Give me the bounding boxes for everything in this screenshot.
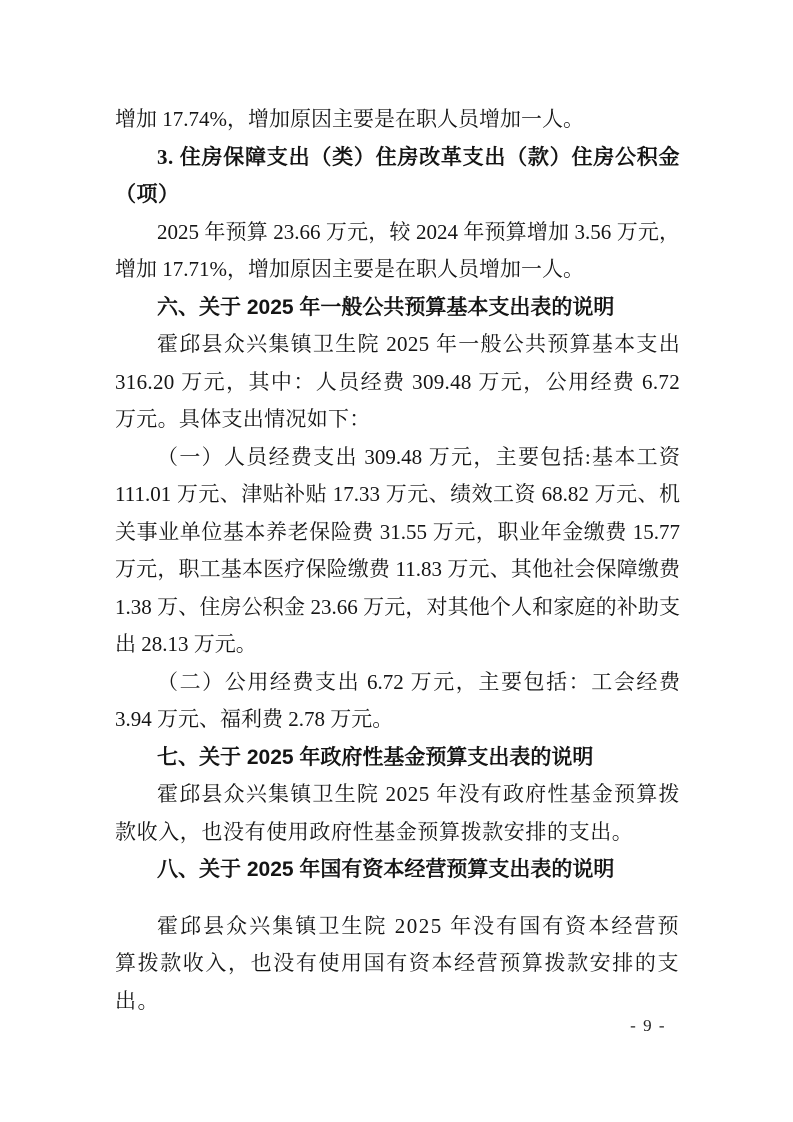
paragraph-public-expense-detail: （二）公用经费支出 6.72 万元，主要包括：工会经费 3.94 万元、福利费 2.78 万元。 [115, 669, 680, 731]
paragraph-government-fund-statement: 霍邱县众兴集镇卫生院 2025 年没有政府性基金预算拨款收入，也没有使用政府性基金预算拨款安排的支出。 [115, 782, 680, 844]
heading-section-7-government-fund: 七、关于 2025 年政府性基金预算支出表的说明 [157, 745, 594, 769]
document-body [115, 101, 680, 1020]
paragraph-basic-expenditure-summary: 霍邱县众兴集镇卫生院 2025 年一般公共预算基本支出 316.20 万元，其中：人员经费 309.48 万元，公用经费 6.72 万元。具体支出情况如下： [115, 332, 680, 431]
heading-section-6-basic-expenditure: 六、关于 2025 年一般公共预算基本支出表的说明 [157, 295, 615, 319]
paragraph-housing-fund-budget: 2025 年预算 23.66 万元，较 2024 年预算增加 3.56 万元，增加 17.71%，增加原因主要是在职人员增加一人。 [115, 219, 680, 281]
paragraph-previous-continuation: 增加 17.74%，增加原因主要是在职人员增加一人。 [115, 107, 584, 131]
page-number: - 9 - [630, 1016, 666, 1035]
heading-section-8-state-capital: 八、关于 2025 年国有资本经营预算支出表的说明 [157, 858, 615, 881]
paragraph-state-capital-statement: 霍邱县众兴集镇卫生院 2025 年没有国有资本经营预算拨款收入，也没有使用国有资本经营预算拨款安排的支出。 [115, 913, 680, 1013]
paragraph-personnel-expense-detail: （一）人员经费支出 309.48 万元，主要包括:基本工资 111.01 万元、津贴补贴 17.33 万元、绩效工资 68.82 万元、机关事业单位基本养老保险费 31.55 万元，职业年金缴费 15.77 万元，职工基本医疗保险缴费 11.83 万元、其他社会保障缴费 1.38 万、住房公积金 23.66 万元，对其他个人和家庭的补助支出 28.13 万元。 [115, 444, 680, 656]
heading-housing-security-item: 3. 住房保障支出（类）住房改革支出（款）住房公积金（项） [115, 144, 680, 206]
